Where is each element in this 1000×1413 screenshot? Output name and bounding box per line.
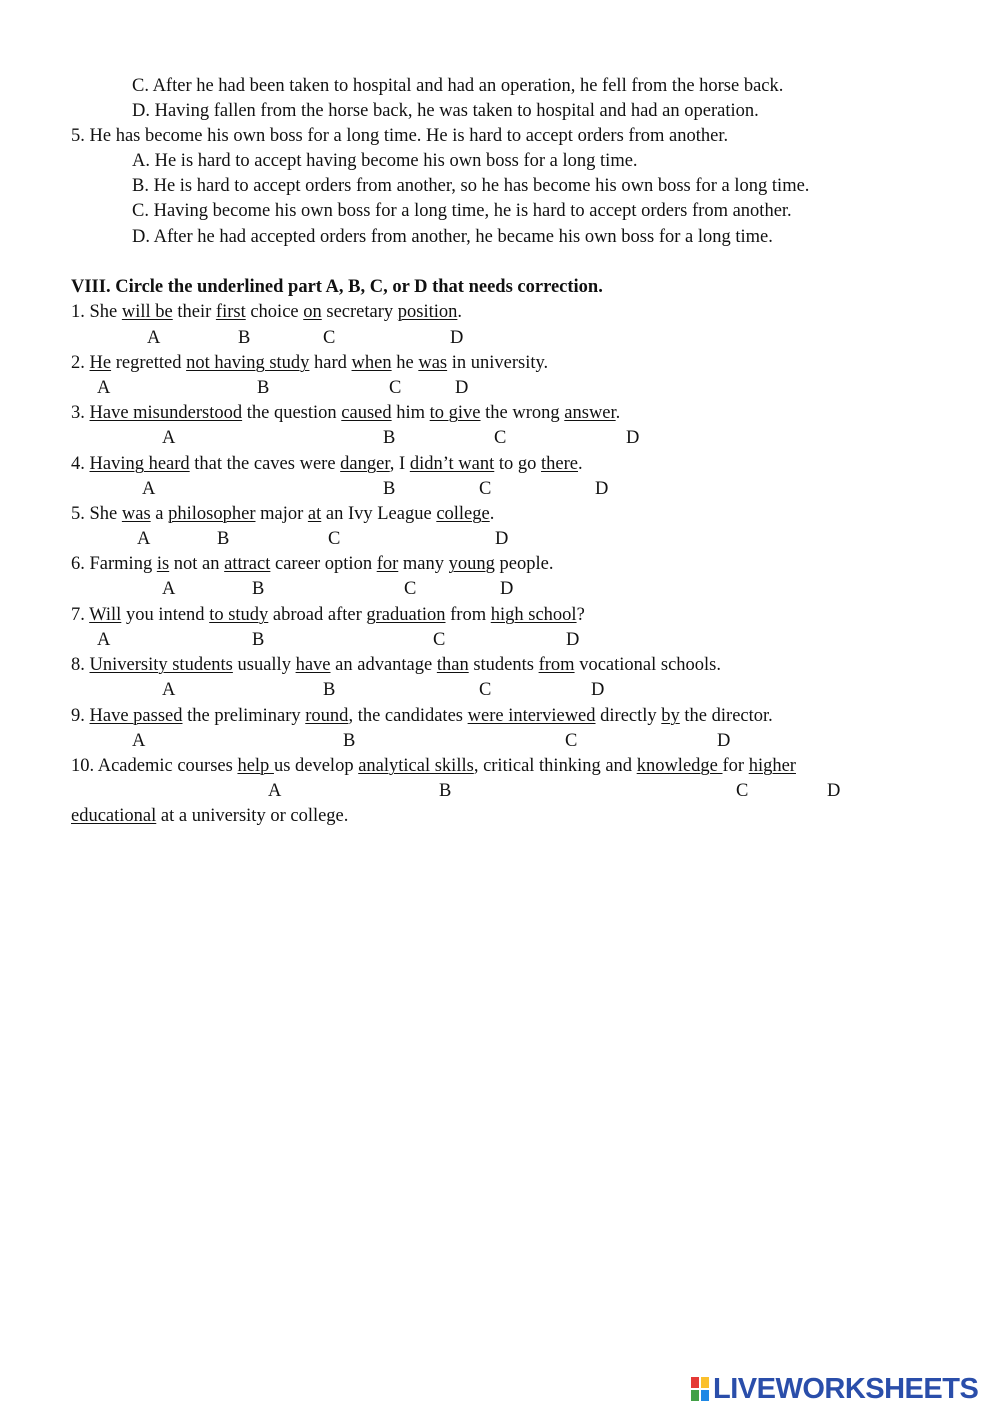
item-10-label-a: A	[268, 781, 282, 801]
item-3-label-a: A	[162, 428, 176, 448]
item-2-label-d: D	[455, 378, 469, 398]
underlined-part-d[interactable]: by	[661, 706, 680, 726]
underlined-part-d[interactable]: from	[538, 655, 575, 675]
sentence-text: vocational schools.	[574, 655, 721, 675]
sentence-text: an Ivy League	[321, 504, 437, 524]
item-5-label-c: C	[328, 529, 341, 549]
item-10-label-b: B	[439, 781, 452, 801]
underlined-part-b[interactable]: attract	[224, 554, 271, 574]
item-6-label-b: B	[252, 579, 265, 599]
sentence-text: to go	[494, 454, 542, 474]
underlined-part-c[interactable]: than	[436, 655, 469, 675]
underlined-part-a[interactable]: Having heard	[89, 454, 190, 474]
item-2-sentence	[71, 352, 548, 374]
item-3-label-c: C	[494, 428, 507, 448]
underlined-part-b[interactable]: philosopher	[168, 504, 256, 524]
item-7-label-a: A	[97, 630, 111, 650]
item-1-label-d: D	[450, 328, 464, 348]
underlined-part-d[interactable]: college	[436, 504, 490, 524]
item-4-label-c: C	[479, 479, 492, 499]
underlined-part-b[interactable]: have	[295, 655, 331, 675]
item-8-label-a: A	[162, 680, 176, 700]
underlined-part-c[interactable]: when	[351, 353, 392, 373]
item-9-label-a: A	[132, 731, 146, 751]
sentence-text: 4.	[71, 454, 90, 474]
underlined-part-a[interactable]: help	[237, 756, 274, 776]
item-5-label-a: A	[137, 529, 151, 549]
sentence-text: 2.	[71, 353, 90, 373]
item-6-label-d: D	[500, 579, 514, 599]
item-10-label-d: D	[827, 781, 841, 801]
underlined-part-d[interactable]: high school	[490, 605, 577, 625]
sentence-text: not an	[169, 554, 225, 574]
sentence-text: the wrong	[480, 403, 565, 423]
logo-text: LIVEWORKSHEETS	[713, 1372, 979, 1405]
sentence-text: .	[578, 454, 583, 474]
sentence-text: the question	[242, 403, 342, 423]
item-3-label-d: D	[626, 428, 640, 448]
sentence-text: 5. She	[71, 504, 122, 524]
underlined-part-b[interactable]: danger	[340, 454, 390, 474]
item-2-label-b: B	[257, 378, 270, 398]
item-2-label-a: A	[97, 378, 111, 398]
sentence-text: you intend	[121, 605, 210, 625]
item-3-sentence	[71, 402, 620, 424]
item-10-sentence	[71, 755, 796, 777]
underlined-part-b[interactable]: round	[305, 706, 349, 726]
sentence-text: the preliminary	[182, 706, 306, 726]
sentence-text: usually	[232, 655, 296, 675]
sentence-text: students	[468, 655, 539, 675]
sentence-text: hard	[309, 353, 352, 373]
underlined-part-d[interactable]: position	[397, 302, 458, 322]
sentence-text: the director.	[679, 706, 773, 726]
sentence-text: people.	[494, 554, 554, 574]
sentence-text: us develop	[273, 756, 359, 776]
item-8-label-b: B	[323, 680, 336, 700]
item-6-sentence	[71, 553, 553, 575]
sentence-text: 1. She	[71, 302, 122, 322]
logo-square	[700, 1376, 710, 1389]
sentence-text: career option	[270, 554, 377, 574]
item-9-label-c: C	[565, 731, 578, 751]
underlined-part-a[interactable]: Have passed	[89, 706, 183, 726]
item-1-sentence	[71, 301, 462, 323]
sentence-text: abroad after	[268, 605, 367, 625]
sentence-text: major	[255, 504, 308, 524]
q5-option-c: C. Having become his own boss for a long time, he is hard to accept orders from another.	[132, 201, 792, 221]
item-10-label-c: C	[736, 781, 749, 801]
underlined-part-c[interactable]: for	[376, 554, 399, 574]
sentence-text: 10. Academic courses	[71, 756, 238, 776]
item-9-label-b: B	[343, 731, 356, 751]
logo-icon	[690, 1376, 710, 1402]
item-4-label-a: A	[142, 479, 156, 499]
sentence-text: that the caves were	[189, 454, 341, 474]
underlined-part-a[interactable]: Have misunderstood	[89, 403, 243, 423]
underlined-part-a[interactable]: University students	[89, 655, 233, 675]
item-7-label-b: B	[252, 630, 265, 650]
sentence-text: a	[150, 504, 169, 524]
item-8-label-d: D	[591, 680, 605, 700]
item-1-label-c: C	[323, 328, 336, 348]
sentence-text: 9.	[71, 706, 90, 726]
item-4-label-d: D	[595, 479, 609, 499]
sentence-text: an advantage	[330, 655, 437, 675]
sentence-text: in university.	[447, 353, 549, 373]
item-4-sentence	[71, 453, 583, 475]
sentence-text: their	[172, 302, 216, 322]
q5-option-d: D. After he had accepted orders from another, he became his own boss for a long time.	[132, 227, 773, 247]
item-5-label-b: B	[217, 529, 230, 549]
q5-option-b: B. He is hard to accept orders from another, so he has become his own boss for a long time.	[132, 176, 810, 196]
sentence-text: secretary	[321, 302, 398, 322]
item-5-sentence	[71, 503, 494, 525]
sentence-text: 3.	[71, 403, 90, 423]
sentence-text: choice	[245, 302, 304, 322]
underlined-part-d[interactable]: was	[418, 353, 448, 373]
section-title: VIII. Circle the underlined part A, B, C, or D that needs correction.	[71, 277, 603, 297]
q5-option-a: A. He is hard to accept having become his own boss for a long time.	[132, 151, 638, 171]
sentence-text: 6. Farming	[71, 554, 157, 574]
underlined-part-c[interactable]: to give	[429, 403, 481, 423]
underlined-part-d[interactable]: there	[541, 454, 579, 474]
sentence-text: him	[391, 403, 430, 423]
underlined-part-c[interactable]: graduation	[366, 605, 446, 625]
item-9-sentence	[71, 705, 773, 727]
item-6-label-c: C	[404, 579, 417, 599]
underlined-part-b[interactable]: to study	[209, 605, 269, 625]
sentence-text: , I	[389, 454, 410, 474]
sentence-text: , the candidates	[348, 706, 468, 726]
option-d-prev: D. Having fallen from the horse back, he was taken to hospital and had an operation.	[132, 101, 759, 121]
question-5-stem: 5. He has become his own boss for a long time. He is hard to accept orders from another.	[71, 126, 729, 146]
underlined-part-c[interactable]: were interviewed	[467, 706, 596, 726]
sentence-text: .	[457, 302, 463, 322]
underlined-part-b[interactable]: not having study	[186, 353, 310, 373]
item-7-label-d: D	[566, 630, 580, 650]
underlined-part-c[interactable]: on	[303, 302, 322, 322]
logo-square	[690, 1376, 700, 1389]
item-7-label-c: C	[433, 630, 446, 650]
liveworksheets-logo	[690, 1372, 978, 1406]
item-8-label-c: C	[479, 680, 492, 700]
item-8-sentence	[71, 654, 721, 676]
item-10-continuation	[71, 805, 348, 827]
sentence-text: directly	[595, 706, 662, 726]
underlined-part-c[interactable]: knowledge	[636, 756, 723, 776]
sentence-text: many	[398, 554, 449, 574]
option-c-prev: C. After he had been taken to hospital and had an operation, he fell from the horse back.	[132, 76, 784, 96]
underlined-part-b[interactable]: analytical skills	[358, 756, 474, 776]
logo-square	[690, 1389, 700, 1402]
underlined-part-b[interactable]: caused	[341, 403, 392, 423]
item-4-label-b: B	[383, 479, 396, 499]
underlined-part-a[interactable]: Will	[89, 605, 122, 625]
underlined-part-a[interactable]: was	[121, 504, 151, 524]
underlined-part-a[interactable]: is	[156, 554, 170, 574]
sentence-text: he	[391, 353, 419, 373]
logo-square	[700, 1389, 710, 1402]
sentence-text: 7.	[71, 605, 90, 625]
sentence-text: regretted	[111, 353, 187, 373]
sentence-text: , critical thinking and	[473, 756, 637, 776]
underlined-part-a[interactable]: will be	[121, 302, 173, 322]
underlined-part-b[interactable]: first	[215, 302, 246, 322]
item-5-label-d: D	[495, 529, 509, 549]
underlined-part-c[interactable]: at	[307, 504, 322, 524]
item-2-label-c: C	[389, 378, 402, 398]
underlined-part-d[interactable]: young	[448, 554, 495, 574]
underlined-part-a[interactable]: He	[89, 353, 112, 373]
sentence-text: 8.	[71, 655, 90, 675]
sentence-text: .	[615, 403, 621, 423]
underlined-part-d[interactable]: answer	[564, 403, 616, 423]
sentence-text: for	[722, 756, 749, 776]
sentence-text: ?	[576, 605, 585, 625]
item-1-label-a: A	[147, 328, 161, 348]
sentence-text: at a university or college.	[156, 806, 349, 826]
sentence-text: .	[489, 504, 495, 524]
underlined-part-c[interactable]: didn’t want	[409, 454, 495, 474]
item-9-label-d: D	[717, 731, 731, 751]
sentence-text: from	[445, 605, 491, 625]
item-1-label-b: B	[238, 328, 251, 348]
item-7-sentence	[71, 604, 585, 626]
underlined-part-d[interactable]: higher	[748, 756, 796, 776]
item-3-label-b: B	[383, 428, 396, 448]
underlined-part-d-cont[interactable]: educational	[71, 806, 157, 826]
item-6-label-a: A	[162, 579, 176, 599]
